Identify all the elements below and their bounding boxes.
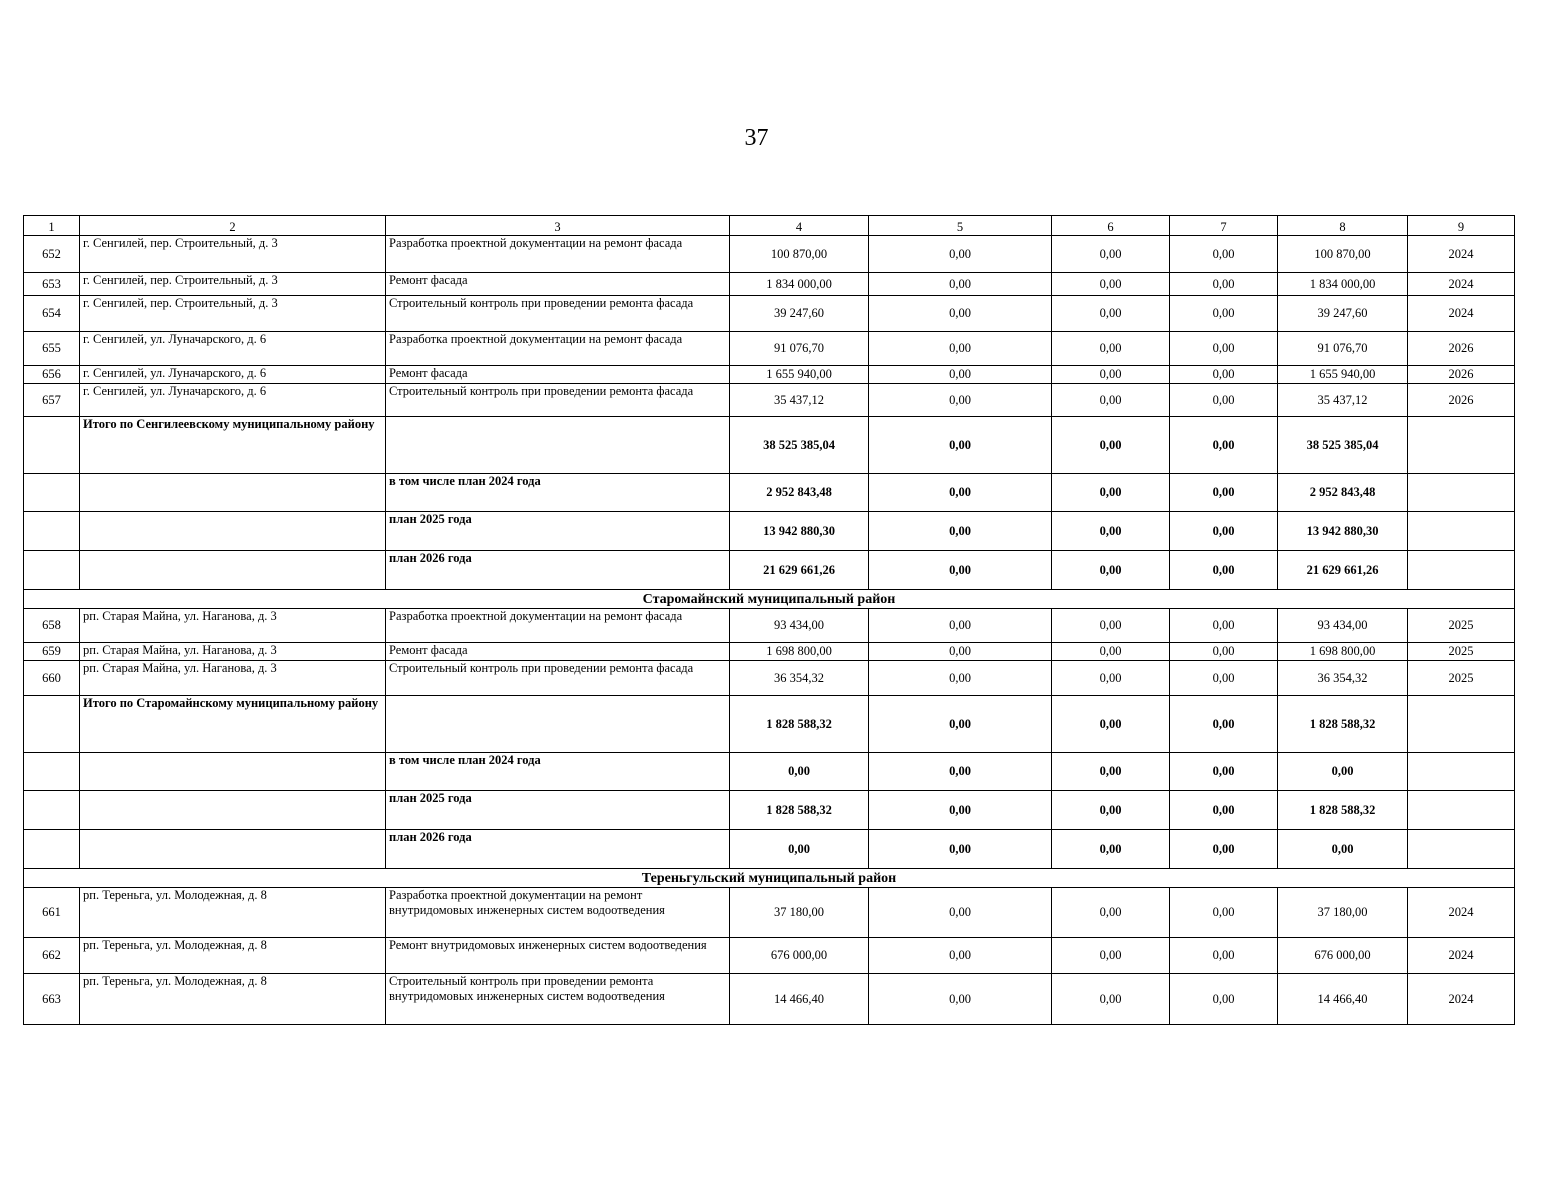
year-cell: 2024	[1408, 236, 1515, 273]
work-type-cell: Строительный контроль при проведении ремонта внутридомовых инженерных систем водоотведения	[386, 974, 730, 1025]
amount-cell-c4: 1 834 000,00	[730, 273, 869, 296]
column-header: 8	[1278, 216, 1408, 236]
empty-cell	[24, 696, 80, 753]
amount-cell-c7: 0,00	[1170, 609, 1278, 643]
total-amount-cell-c6: 0,00	[1052, 830, 1170, 869]
amount-cell-c6: 0,00	[1052, 643, 1170, 661]
total-amount-cell-c5: 0,00	[869, 512, 1052, 551]
amount-cell-c4: 35 437,12	[730, 384, 869, 417]
address-cell: г. Сенгилей, пер. Строительный, д. 3	[80, 296, 386, 332]
total-row	[24, 791, 1515, 830]
amount-cell-c8: 676 000,00	[1278, 938, 1408, 974]
total-amount-cell-c4: 13 942 880,30	[730, 512, 869, 551]
empty-cell	[1408, 753, 1515, 791]
row-number: 661	[24, 888, 80, 938]
column-header: 2	[80, 216, 386, 236]
empty-cell	[1408, 417, 1515, 474]
amount-cell-c4: 91 076,70	[730, 332, 869, 366]
amount-cell-c6: 0,00	[1052, 366, 1170, 384]
address-cell: г. Сенгилей, ул. Луначарского, д. 6	[80, 332, 386, 366]
amount-cell-c4: 676 000,00	[730, 938, 869, 974]
year-cell: 2026	[1408, 366, 1515, 384]
plan-label-cell: в том числе план 2024 года	[386, 753, 730, 791]
amount-cell-c8: 1 655 940,00	[1278, 366, 1408, 384]
amount-cell-c8: 91 076,70	[1278, 332, 1408, 366]
empty-cell	[1408, 791, 1515, 830]
total-amount-cell-c8: 38 525 385,04	[1278, 417, 1408, 474]
total-amount-cell-c6: 0,00	[1052, 696, 1170, 753]
total-amount-cell-c8: 1 828 588,32	[1278, 696, 1408, 753]
amount-cell-c6: 0,00	[1052, 384, 1170, 417]
total-label-cell	[80, 830, 386, 869]
total-label-cell	[80, 753, 386, 791]
amount-cell-c8: 35 437,12	[1278, 384, 1408, 417]
column-header: 9	[1408, 216, 1515, 236]
year-cell: 2024	[1408, 938, 1515, 974]
table-row	[24, 296, 1515, 332]
total-label-cell	[80, 791, 386, 830]
year-cell: 2025	[1408, 609, 1515, 643]
total-amount-cell-c7: 0,00	[1170, 551, 1278, 590]
year-cell: 2026	[1408, 384, 1515, 417]
address-cell: г. Сенгилей, пер. Строительный, д. 3	[80, 236, 386, 273]
total-amount-cell-c7: 0,00	[1170, 474, 1278, 512]
column-header: 6	[1052, 216, 1170, 236]
work-type-cell: Ремонт внутридомовых инженерных систем водоотведения	[386, 938, 730, 974]
year-cell: 2024	[1408, 273, 1515, 296]
amount-cell-c6: 0,00	[1052, 273, 1170, 296]
total-amount-cell-c7: 0,00	[1170, 791, 1278, 830]
empty-cell	[1408, 551, 1515, 590]
row-number: 660	[24, 661, 80, 696]
year-cell: 2024	[1408, 296, 1515, 332]
amount-cell-c4: 1 655 940,00	[730, 366, 869, 384]
total-row	[24, 753, 1515, 791]
amount-cell-c6: 0,00	[1052, 661, 1170, 696]
total-amount-cell-c6: 0,00	[1052, 753, 1170, 791]
empty-cell	[24, 417, 80, 474]
amount-cell-c6: 0,00	[1052, 888, 1170, 938]
amount-cell-c5: 0,00	[869, 643, 1052, 661]
total-amount-cell-c6: 0,00	[1052, 791, 1170, 830]
amount-cell-c5: 0,00	[869, 366, 1052, 384]
empty-cell	[1408, 696, 1515, 753]
year-cell: 2024	[1408, 888, 1515, 938]
work-type-cell: Строительный контроль при проведении ремонта фасада	[386, 296, 730, 332]
district-section-row	[24, 590, 1515, 609]
total-amount-cell-c6: 0,00	[1052, 474, 1170, 512]
amount-cell-c7: 0,00	[1170, 888, 1278, 938]
total-label-cell: Итого по Старомайнскому муниципальному району	[80, 696, 386, 753]
amount-cell-c4: 36 354,32	[730, 661, 869, 696]
total-amount-cell-c5: 0,00	[869, 551, 1052, 590]
amount-cell-c4: 100 870,00	[730, 236, 869, 273]
total-row	[24, 696, 1515, 753]
column-header: 1	[24, 216, 80, 236]
row-number: 659	[24, 643, 80, 661]
address-cell: г. Сенгилей, ул. Луначарского, д. 6	[80, 384, 386, 417]
total-amount-cell-c8: 1 828 588,32	[1278, 791, 1408, 830]
amount-cell-c5: 0,00	[869, 974, 1052, 1025]
table-row	[24, 643, 1515, 661]
total-amount-cell-c8: 0,00	[1278, 753, 1408, 791]
total-label-cell	[80, 474, 386, 512]
table-row	[24, 974, 1515, 1025]
amount-cell-c7: 0,00	[1170, 643, 1278, 661]
table-row	[24, 366, 1515, 384]
total-amount-cell-c8: 0,00	[1278, 830, 1408, 869]
amount-cell-c8: 1 834 000,00	[1278, 273, 1408, 296]
empty-cell	[24, 551, 80, 590]
row-number: 653	[24, 273, 80, 296]
table-row	[24, 273, 1515, 296]
district-section-row	[24, 869, 1515, 888]
row-number: 652	[24, 236, 80, 273]
work-type-cell: Ремонт фасада	[386, 643, 730, 661]
amount-cell-c6: 0,00	[1052, 236, 1170, 273]
table-row	[24, 332, 1515, 366]
amount-cell-c7: 0,00	[1170, 366, 1278, 384]
total-label-cell	[80, 551, 386, 590]
amount-cell-c7: 0,00	[1170, 273, 1278, 296]
total-amount-cell-c4: 1 828 588,32	[730, 791, 869, 830]
row-number: 658	[24, 609, 80, 643]
total-row	[24, 474, 1515, 512]
amount-cell-c7: 0,00	[1170, 384, 1278, 417]
total-label-cell	[80, 512, 386, 551]
amount-cell-c7: 0,00	[1170, 332, 1278, 366]
work-type-cell: Разработка проектной документации на ремонт фасада	[386, 609, 730, 643]
amount-cell-c4: 39 247,60	[730, 296, 869, 332]
empty-cell	[1408, 512, 1515, 551]
total-amount-cell-c4: 38 525 385,04	[730, 417, 869, 474]
total-amount-cell-c7: 0,00	[1170, 512, 1278, 551]
table-row	[24, 609, 1515, 643]
amount-cell-c5: 0,00	[869, 938, 1052, 974]
plan-label-cell	[386, 696, 730, 753]
plan-label-cell: план 2026 года	[386, 830, 730, 869]
address-cell: рп. Старая Майна, ул. Наганова, д. 3	[80, 643, 386, 661]
total-amount-cell-c5: 0,00	[869, 474, 1052, 512]
total-amount-cell-c4: 2 952 843,48	[730, 474, 869, 512]
work-type-cell: Разработка проектной документации на ремонт фасада	[386, 236, 730, 273]
work-type-cell: Строительный контроль при проведении ремонта фасада	[386, 661, 730, 696]
amount-cell-c5: 0,00	[869, 661, 1052, 696]
amount-cell-c5: 0,00	[869, 296, 1052, 332]
address-cell: г. Сенгилей, ул. Луначарского, д. 6	[80, 366, 386, 384]
empty-cell	[24, 512, 80, 551]
total-row	[24, 551, 1515, 590]
amount-cell-c7: 0,00	[1170, 661, 1278, 696]
total-row	[24, 417, 1515, 474]
column-header: 5	[869, 216, 1052, 236]
empty-cell	[24, 830, 80, 869]
amount-cell-c8: 93 434,00	[1278, 609, 1408, 643]
table-row	[24, 661, 1515, 696]
total-amount-cell-c4: 0,00	[730, 830, 869, 869]
address-cell: г. Сенгилей, пер. Строительный, д. 3	[80, 273, 386, 296]
empty-cell	[24, 791, 80, 830]
row-number: 656	[24, 366, 80, 384]
work-type-cell: Ремонт фасада	[386, 366, 730, 384]
address-cell: рп. Старая Майна, ул. Наганова, д. 3	[80, 661, 386, 696]
address-cell: рп. Тереньга, ул. Молодежная, д. 8	[80, 888, 386, 938]
amount-cell-c8: 36 354,32	[1278, 661, 1408, 696]
year-cell: 2026	[1408, 332, 1515, 366]
work-type-cell: Ремонт фасада	[386, 273, 730, 296]
year-cell: 2025	[1408, 643, 1515, 661]
amount-cell-c4: 93 434,00	[730, 609, 869, 643]
row-number: 654	[24, 296, 80, 332]
amount-cell-c5: 0,00	[869, 384, 1052, 417]
year-cell: 2025	[1408, 661, 1515, 696]
total-amount-cell-c5: 0,00	[869, 696, 1052, 753]
column-header: 4	[730, 216, 869, 236]
amount-cell-c5: 0,00	[869, 888, 1052, 938]
amount-cell-c5: 0,00	[869, 273, 1052, 296]
amount-cell-c4: 37 180,00	[730, 888, 869, 938]
amount-cell-c5: 0,00	[869, 236, 1052, 273]
amount-cell-c6: 0,00	[1052, 332, 1170, 366]
row-number: 655	[24, 332, 80, 366]
amount-cell-c6: 0,00	[1052, 974, 1170, 1025]
row-number: 662	[24, 938, 80, 974]
column-header: 7	[1170, 216, 1278, 236]
total-amount-cell-c8: 2 952 843,48	[1278, 474, 1408, 512]
total-amount-cell-c7: 0,00	[1170, 830, 1278, 869]
amount-cell-c8: 39 247,60	[1278, 296, 1408, 332]
amount-cell-c4: 14 466,40	[730, 974, 869, 1025]
empty-cell	[1408, 474, 1515, 512]
amount-cell-c7: 0,00	[1170, 938, 1278, 974]
column-number-header-row	[24, 216, 1515, 236]
repair-plan-table	[23, 215, 1515, 1025]
total-row	[24, 512, 1515, 551]
amount-cell-c5: 0,00	[869, 609, 1052, 643]
address-cell: рп. Тереньга, ул. Молодежная, д. 8	[80, 938, 386, 974]
empty-cell	[1408, 830, 1515, 869]
total-amount-cell-c6: 0,00	[1052, 551, 1170, 590]
row-number: 657	[24, 384, 80, 417]
work-type-cell: Разработка проектной документации на ремонт внутридомовых инженерных систем водоотведения	[386, 888, 730, 938]
page-number: 37	[744, 125, 769, 151]
total-amount-cell-c7: 0,00	[1170, 753, 1278, 791]
total-amount-cell-c5: 0,00	[869, 417, 1052, 474]
total-amount-cell-c5: 0,00	[869, 753, 1052, 791]
total-label-cell: Итого по Сенгилеевскому муниципальному району	[80, 417, 386, 474]
total-amount-cell-c7: 0,00	[1170, 696, 1278, 753]
amount-cell-c8: 37 180,00	[1278, 888, 1408, 938]
amount-cell-c4: 1 698 800,00	[730, 643, 869, 661]
amount-cell-c6: 0,00	[1052, 296, 1170, 332]
total-amount-cell-c7: 0,00	[1170, 417, 1278, 474]
address-cell: рп. Тереньга, ул. Молодежная, д. 8	[80, 974, 386, 1025]
amount-cell-c8: 14 466,40	[1278, 974, 1408, 1025]
plan-label-cell: план 2026 года	[386, 551, 730, 590]
table-row	[24, 888, 1515, 938]
amount-cell-c8: 1 698 800,00	[1278, 643, 1408, 661]
plan-label-cell: в том числе план 2024 года	[386, 474, 730, 512]
total-amount-cell-c4: 21 629 661,26	[730, 551, 869, 590]
district-title: Старомайнский муниципальный район	[24, 590, 1515, 609]
table-row	[24, 236, 1515, 273]
plan-label-cell: план 2025 года	[386, 791, 730, 830]
table-body	[24, 216, 1515, 1025]
total-amount-cell-c5: 0,00	[869, 830, 1052, 869]
amount-cell-c6: 0,00	[1052, 938, 1170, 974]
work-type-cell: Строительный контроль при проведении ремонта фасада	[386, 384, 730, 417]
table-row	[24, 384, 1515, 417]
total-amount-cell-c4: 0,00	[730, 753, 869, 791]
amount-cell-c7: 0,00	[1170, 974, 1278, 1025]
total-row	[24, 830, 1515, 869]
empty-cell	[24, 753, 80, 791]
plan-label-cell: план 2025 года	[386, 512, 730, 551]
year-cell: 2024	[1408, 974, 1515, 1025]
work-type-cell: Разработка проектной документации на ремонт фасада	[386, 332, 730, 366]
amount-cell-c7: 0,00	[1170, 296, 1278, 332]
amount-cell-c6: 0,00	[1052, 609, 1170, 643]
amount-cell-c7: 0,00	[1170, 236, 1278, 273]
amount-cell-c8: 100 870,00	[1278, 236, 1408, 273]
address-cell: рп. Старая Майна, ул. Наганова, д. 3	[80, 609, 386, 643]
total-amount-cell-c8: 21 629 661,26	[1278, 551, 1408, 590]
amount-cell-c5: 0,00	[869, 332, 1052, 366]
total-amount-cell-c8: 13 942 880,30	[1278, 512, 1408, 551]
district-title: Тереньгульский муниципальный район	[24, 869, 1515, 888]
table-row	[24, 938, 1515, 974]
total-amount-cell-c4: 1 828 588,32	[730, 696, 869, 753]
plan-label-cell	[386, 417, 730, 474]
total-amount-cell-c6: 0,00	[1052, 417, 1170, 474]
total-amount-cell-c6: 0,00	[1052, 512, 1170, 551]
row-number: 663	[24, 974, 80, 1025]
column-header: 3	[386, 216, 730, 236]
total-amount-cell-c5: 0,00	[869, 791, 1052, 830]
empty-cell	[24, 474, 80, 512]
